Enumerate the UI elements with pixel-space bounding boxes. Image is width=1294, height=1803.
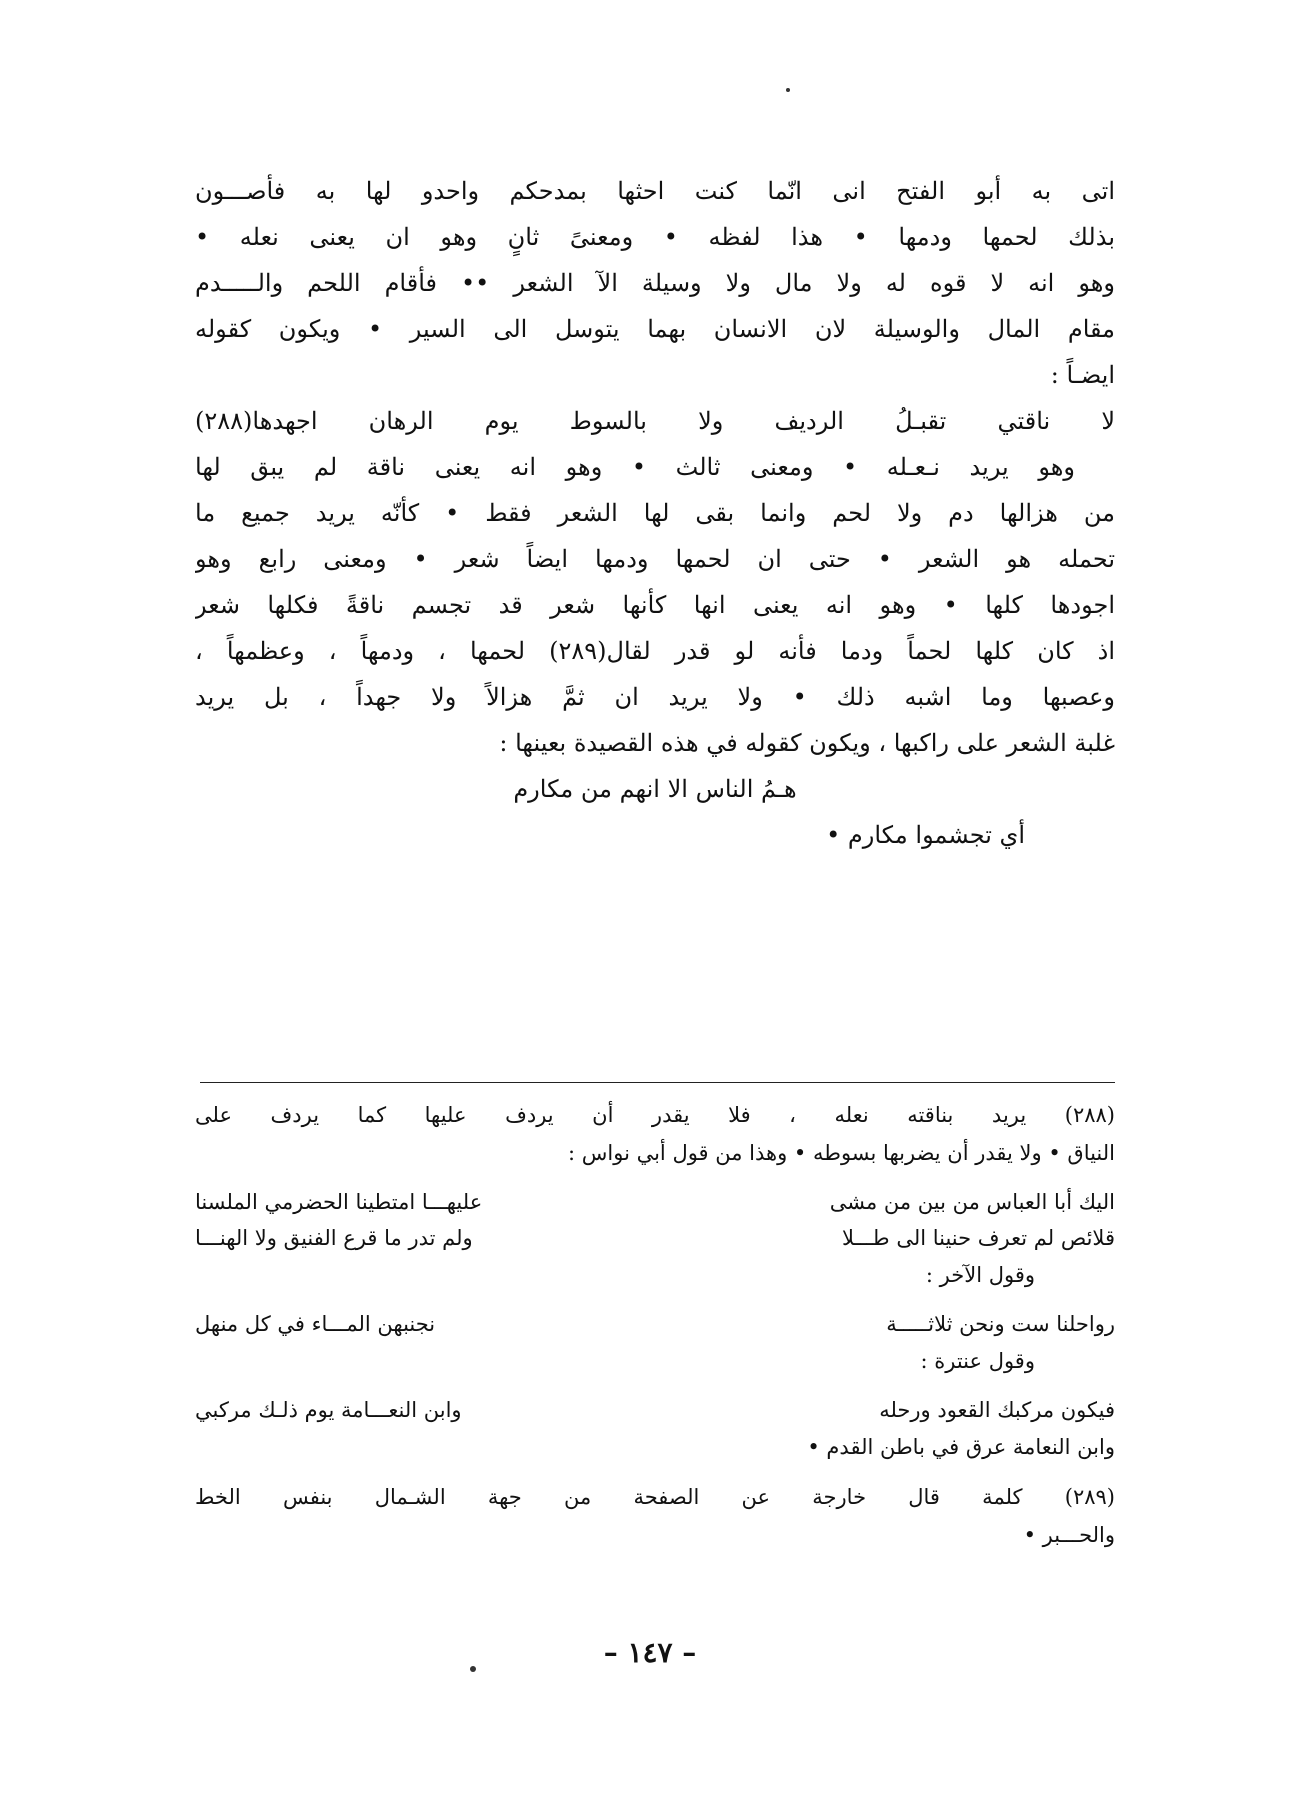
verse-hemistich-left: ولم تدر ما قرع الفنيق ولا الهنـــا bbox=[195, 1226, 473, 1250]
verse-hemistich-left: عليهـــا امتطينا الحضرمي الملسنا bbox=[195, 1190, 483, 1214]
verse-hemistich-right: اليك أبا العباس من بين من مشى bbox=[829, 1190, 1115, 1214]
text-line: اتى به أبو الفتح انى انّما كنت احثها بمدحكم واحدو لها به فأصـــون bbox=[195, 177, 1115, 205]
text-line: مقام المال والوسيلة لان الانسان بهما يتوسل الى السير • ويكون كقوله bbox=[195, 315, 1115, 343]
verse-row bbox=[195, 1306, 1115, 1342]
scan-speck bbox=[786, 88, 790, 92]
footnote-288-line: النياق • ولا يقدر أن يضربها بسوطه • وهذا من قول أبي نواس : bbox=[568, 1141, 1115, 1165]
text-line: من هزالها دم ولا لحم وانما بقى لها الشعر فقط • كأنّه يريد جميع ما bbox=[195, 499, 1115, 527]
text-line: تحمله هو الشعر • حتى ان لحمها ودمها ايضاً شعر • ومعنى رابع وهو bbox=[195, 545, 1115, 573]
verse-row bbox=[195, 1184, 1115, 1220]
verse-hemistich-right: فيكون مركبك القعود ورحله bbox=[879, 1398, 1115, 1422]
footnote-separator bbox=[200, 1082, 1115, 1083]
text-line: اذ كان كلها لحماً ودما فأنه لو قدر لقال(٢٨٩) لحمها ، ودمهاً ، وعظمهاً ، bbox=[195, 637, 1115, 665]
footnote-288-line: (٢٨٨) يريد بناقته نعله ، فلا يقدر أن يردف عليها كما يردف على bbox=[195, 1103, 1115, 1127]
verse-hemistich-right: قلائص لم تعرف حنينا الى طـــلا bbox=[841, 1226, 1115, 1250]
footnote-289-line: (٢٨٩) كلمة قال خارجة عن الصفحة من جهة الشـمال بنفس الخط bbox=[195, 1485, 1115, 1509]
page-number: – ١٤٧ – bbox=[603, 1636, 697, 1669]
text-line: أي تجشموا مكارم • bbox=[826, 821, 1025, 849]
verse-line: لا ناقتي تقبـلُ الرديف ولا بالسوط يوم الرهان اجهدها(٢٨٨) bbox=[195, 407, 1115, 435]
footnotes-block bbox=[195, 1096, 1115, 1554]
main-text-block bbox=[195, 168, 1115, 858]
text-line: اجودها كلها • وهو انه يعنى انها كأنها شعر قد تجسم ناقةً فكلها شعر bbox=[195, 591, 1115, 619]
text-line: وهو يريد نـعـله • ومعنى ثالث • وهو انه يعنى ناقة لم يبق لها bbox=[195, 453, 1075, 481]
text-line: غلبة الشعر على راكبها ، ويكون كقوله في هذه القصيدة بعينها : bbox=[499, 729, 1115, 757]
verse-row bbox=[195, 1392, 1115, 1428]
verse-intro-label: وقول الآخر : bbox=[925, 1263, 1035, 1287]
footnote-note: وابن النعامة عرق في باطن القدم • bbox=[807, 1435, 1115, 1459]
verse-hemistich-left: وابن النعـــامة يوم ذلـك مركبي bbox=[195, 1398, 462, 1422]
verse-hemistich-right: رواحلنا ست ونحن ثلاثـــــة bbox=[886, 1312, 1115, 1336]
footnote-289-line: والحـــبر • bbox=[1023, 1523, 1115, 1547]
text-line: وعصبها وما اشبه ذلك • ولا يريد ان ثمَّ هزالاً ولا جهداً ، بل يريد bbox=[195, 683, 1115, 711]
verse-hemistich-left: نجنبهن المـــاء في كل منهل bbox=[195, 1312, 436, 1336]
text-line: وهو انه لا قوه له ولا مال ولا وسيلة الآ الشعر •• فأقام اللحم والـــــدم bbox=[195, 269, 1115, 297]
text-line: بذلك لحمها ودمها • هذا لفظه • ومعنىً ثانٍ وهو ان يعنى نعله • bbox=[195, 223, 1115, 251]
verse-line: هـمُ الناس الا انهم من مكارم bbox=[513, 775, 797, 803]
verse-intro-label: وقول عنترة : bbox=[920, 1349, 1035, 1373]
scan-speck bbox=[470, 1666, 476, 1672]
text-line: ايضـاً : bbox=[1050, 361, 1115, 389]
verse-row bbox=[195, 1220, 1115, 1256]
